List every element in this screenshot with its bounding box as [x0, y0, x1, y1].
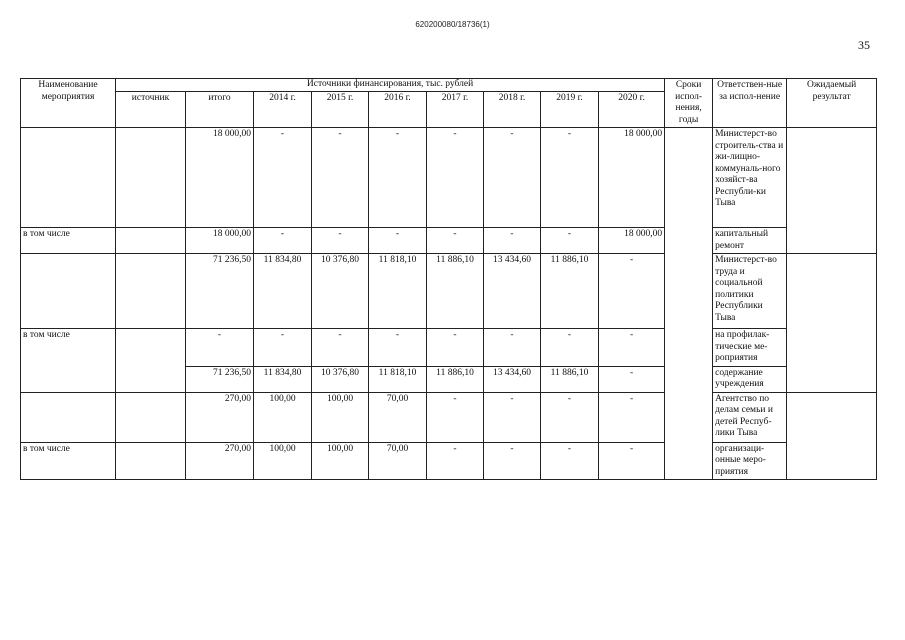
row-value: -: [312, 329, 369, 367]
row-result: [787, 442, 877, 480]
header-year: 2020 г.: [599, 91, 665, 127]
row-result: [787, 254, 877, 393]
row-value: -: [599, 366, 665, 392]
row-source: [116, 228, 186, 254]
row-value: -: [312, 128, 369, 228]
row-value: -: [484, 228, 541, 254]
row-value: -: [541, 442, 599, 480]
row-value: 10 376,80: [312, 366, 369, 392]
row-name: [21, 392, 116, 442]
row-value: 13 434,60: [484, 366, 541, 392]
terms-cell: [665, 128, 713, 480]
table-row: [21, 228, 877, 254]
row-value: -: [541, 392, 599, 442]
header-row-1: [21, 79, 877, 92]
row-value: -: [254, 128, 312, 228]
row-total: 71 236,50: [186, 366, 254, 392]
header-year: 2014 г.: [254, 91, 312, 127]
row-value: 11 818,10: [369, 254, 427, 329]
header-year: 2019 г.: [541, 91, 599, 127]
document-number: 620200080/18736(1): [415, 20, 490, 29]
header-name: Наименование мероприятия: [21, 79, 116, 128]
row-name: в том числе: [21, 442, 116, 480]
row-value: -: [369, 128, 427, 228]
row-value: -: [254, 329, 312, 367]
row-total: 18 000,00: [186, 128, 254, 228]
header-result: Ожидаемый результат: [787, 79, 877, 128]
row-value: -: [541, 128, 599, 228]
header-sources-group: Источники финансирования, тыс. рублей: [116, 79, 665, 92]
row-responsible: Министерст-во труда и социальной политики Республики Тыва: [713, 254, 787, 329]
row-source: [116, 329, 186, 393]
row-value: 70,00: [369, 392, 427, 442]
row-name: [21, 254, 116, 329]
row-value: 100,00: [312, 392, 369, 442]
row-value: -: [369, 329, 427, 367]
row-value: 100,00: [312, 442, 369, 480]
row-total: 270,00: [186, 392, 254, 442]
row-value: 11 834,80: [254, 366, 312, 392]
row-result: [787, 392, 877, 442]
row-value: -: [484, 128, 541, 228]
row-value: 70,00: [369, 442, 427, 480]
row-value: -: [541, 228, 599, 254]
financing-table: [20, 78, 877, 480]
header-year: 2017 г.: [427, 91, 484, 127]
row-source: [116, 442, 186, 480]
row-result: [787, 128, 877, 228]
header-year: 2015 г.: [312, 91, 369, 127]
row-value: 13 434,60: [484, 254, 541, 329]
row-value: -: [427, 442, 484, 480]
row-responsible: на профилак-тические ме-роприятия: [713, 329, 787, 367]
row-value: -: [599, 254, 665, 329]
row-source: [116, 254, 186, 329]
header-source: источник: [116, 91, 186, 127]
row-source: [116, 392, 186, 442]
table-row: [21, 254, 877, 329]
row-value: -: [541, 329, 599, 367]
row-responsible: содержание учреждения: [713, 366, 787, 392]
row-responsible: Министерст-во строитель-ства и жи-лищно-коммуналь-ного хозяйст-ва Республи-ки Тыва: [713, 128, 787, 228]
row-value: 11 886,10: [427, 254, 484, 329]
table-row: [21, 442, 877, 480]
row-value: -: [599, 392, 665, 442]
row-value: 100,00: [254, 392, 312, 442]
row-value: -: [369, 228, 427, 254]
row-value: 11 834,80: [254, 254, 312, 329]
row-responsible: организаци-онные меро-приятия: [713, 442, 787, 480]
table-row: [21, 128, 877, 228]
row-value: 18 000,00: [599, 128, 665, 228]
row-value: 10 376,80: [312, 254, 369, 329]
row-value: -: [484, 329, 541, 367]
row-value: -: [484, 392, 541, 442]
row-value: 11 886,10: [427, 366, 484, 392]
row-total: 18 000,00: [186, 228, 254, 254]
row-value: 100,00: [254, 442, 312, 480]
row-result: [787, 228, 877, 254]
header-year: 2016 г.: [369, 91, 427, 127]
row-value: -: [312, 228, 369, 254]
row-responsible: Агентство по делам семьи и детей Респуб-лики Тыва: [713, 392, 787, 442]
row-value: 11 886,10: [541, 254, 599, 329]
row-value: 11 818,10: [369, 366, 427, 392]
header-total: итого: [186, 91, 254, 127]
row-value: -: [427, 392, 484, 442]
row-total: 71 236,50: [186, 254, 254, 329]
row-value: 18 000,00: [599, 228, 665, 254]
table-row: [21, 329, 877, 367]
row-value: -: [599, 442, 665, 480]
row-value: 11 886,10: [541, 366, 599, 392]
header-terms: Сроки испол-нения, годы: [665, 79, 713, 128]
row-value: -: [599, 329, 665, 367]
header-responsible: Ответствен-ные за испол-нение: [713, 79, 787, 128]
row-total: 270,00: [186, 442, 254, 480]
row-responsible: капитальный ремонт: [713, 228, 787, 254]
row-name: в том числе: [21, 228, 116, 254]
row-source: [116, 128, 186, 228]
row-total: -: [186, 329, 254, 367]
table-row: [21, 392, 877, 442]
page-number: 35: [858, 38, 870, 52]
row-value: -: [254, 228, 312, 254]
row-value: -: [427, 329, 484, 367]
row-value: -: [484, 442, 541, 480]
row-value: -: [427, 128, 484, 228]
row-value: -: [427, 228, 484, 254]
row-name: [21, 128, 116, 228]
header-year: 2018 г.: [484, 91, 541, 127]
row-name: в том числе: [21, 329, 116, 393]
